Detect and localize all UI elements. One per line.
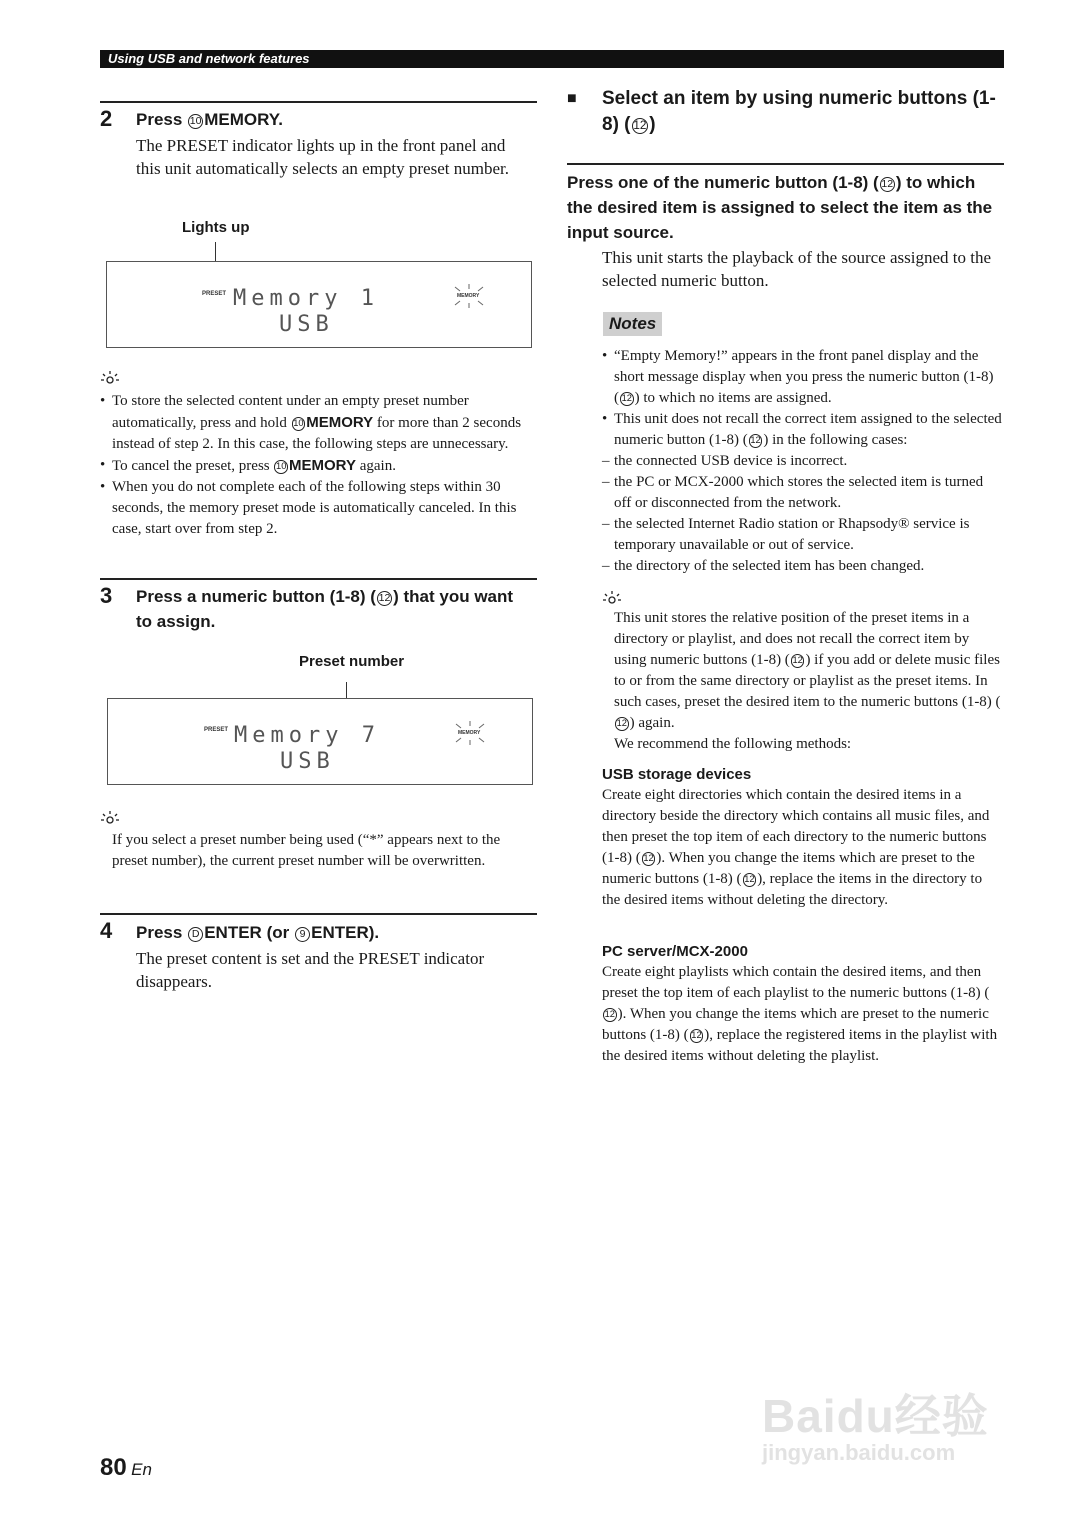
preset-indicator: PRESET <box>204 727 229 733</box>
section-header-bar <box>100 50 1004 68</box>
right-tip <box>614 608 1004 755</box>
usb-heading: USB storage devices <box>602 766 752 783</box>
step4-title: Press D ENTER (or 9 ENTER). <box>136 923 380 942</box>
watermark-logo: Baidu经验 <box>762 1390 989 1442</box>
page-footer <box>100 1454 152 1482</box>
note-case: – the selected Internet Radio station or Rhapsody® service is temporary unavailable or out of service. <box>602 514 1002 556</box>
section-heading: ■ Select an item by using numeric buttons (1-8) ( 12 ) <box>567 88 996 135</box>
step4-rule <box>100 913 537 915</box>
display-line-1: Memory 7 <box>234 723 380 748</box>
numeric-button-icon: 12 <box>880 177 895 192</box>
notes-badge: Notes <box>603 312 662 336</box>
watermark-url: jingyan.baidu.com <box>762 1440 956 1465</box>
enter-button-icon: 9 <box>295 927 310 942</box>
tip-icon <box>100 370 120 386</box>
step3-tip: If you select a preset number being used (“*” appears next to the preset number), the current preset number will be overwritten. <box>112 832 501 869</box>
section-marker: ■ <box>567 90 577 107</box>
section-header-title: Using USB and network features <box>108 51 310 66</box>
pc-body: Create eight playlists which contain the desired items, and then preset the top item of each playlist to the numeric buttons (1-8) (12 ). When you change the items which are preset to the numeric buttons (1-8) ( 12 ), replace the registered items in the playlist with the desired items without deleting the playlist. <box>602 964 998 1064</box>
memory-indicator: MEMORY <box>458 730 481 736</box>
section-rule <box>567 163 1004 165</box>
memory-indicator: MEMORY <box>457 293 480 299</box>
front-panel-display <box>107 698 533 785</box>
tip-item: • To store the selected content under an empty preset number automatically, press and hold 10 MEMORY for more than 2 seconds instead of step 2. In this case, the following steps are unnecessary. <box>100 391 537 455</box>
step3-number: 3 <box>100 583 113 608</box>
notes-list <box>602 346 1002 577</box>
preset-number-callout: Preset number <box>299 653 405 670</box>
tip-item: • To cancel the preset, press 10 MEMORY again. <box>100 455 537 477</box>
step3-rule <box>100 578 537 580</box>
tip-icon <box>100 810 120 826</box>
step4-body: The preset content is set and the PRESET indicator disappears. <box>136 949 485 991</box>
enter-button-icon: D <box>188 927 203 942</box>
step2-tips-list <box>100 391 537 540</box>
right-tip-recommend: We recommend the following methods: <box>614 736 852 752</box>
note-case: – the directory of the selected item has been changed. <box>602 556 1002 577</box>
display-line-2: USB <box>279 312 334 337</box>
memory-button-icon: 10 <box>292 417 306 431</box>
step2-number: 2 <box>100 106 113 131</box>
note-case: – the PC or MCX-2000 which stores the selected item is turned off or disconnected from the network. <box>602 472 1002 514</box>
instruction-body: This unit starts the playback of the source assigned to the selected numeric button. <box>602 248 992 290</box>
note-item: • “Empty Memory!” appears in the front panel display and the short message display when you press the numeric button (1-8) ( 12 ) to which no items are assigned. <box>602 346 1002 409</box>
numeric-button-icon: 12 <box>632 118 649 135</box>
memory-button-label: MEMORY <box>204 110 279 129</box>
memory-button-icon: 10 <box>188 114 203 129</box>
display-line-2: USB <box>280 749 335 774</box>
preset-indicator: PRESET <box>202 291 227 297</box>
right-tip-paragraph: This unit stores the relative position of the preset items in a directory or playlist, and does not recall the correct item by using numeric buttons (1-8) ( 12 ) if you add or delete music files to or from the same directory or playlist as the preset items. In such cases, preset the desired item to the numeric buttons (1-8) (12 ) again. <box>614 610 1001 731</box>
pc-heading: PC server/MCX-2000 <box>602 943 748 960</box>
lights-up-callout: Lights up <box>182 219 250 236</box>
step2-rule <box>100 101 537 103</box>
display-line-1: Memory 1 <box>233 286 379 311</box>
numeric-button-icon: 12 <box>377 591 392 606</box>
step3-title: Press a numeric button (1-8) ( 12 ) that you want to assign. <box>136 587 514 631</box>
front-panel-display <box>106 261 532 348</box>
tip-icon <box>602 590 622 606</box>
page-number: 80 <box>100 1454 127 1481</box>
note-case: – the connected USB device is incorrect. <box>602 451 1002 472</box>
page-language: En <box>131 1460 152 1479</box>
step4-number: 4 <box>100 918 113 943</box>
note-item: • This unit does not recall the correct item assigned to the selected numeric button (1-8) ( 12 ) in the following cases: <box>602 409 1002 451</box>
step2-title: Press 10 MEMORY. <box>136 110 283 129</box>
step2-body: The PRESET indicator lights up in the front panel and this unit automatically selects an empty preset number. <box>136 136 509 178</box>
tip-item: • When you do not complete each of the following steps within 30 seconds, the memory preset mode is automatically canceled. In this case, start over from step 2. <box>100 477 537 540</box>
usb-body: Create eight directories which contain the desired items in a directory beside the directory which contains all music files, and then preset the top item of each directory to the numeric buttons (1-8) ( 12 ). When you change the items which are preset to the numeric buttons (1-8) ( 12 ), replace the items in the directory to the desired items without deleting the directory. <box>602 787 990 908</box>
instruction-heading: Press one of the numeric button (1-8) ( 12 ) to which the desired item is assigned to select the item as the input source. <box>567 173 993 242</box>
memory-button-icon: 10 <box>274 460 288 474</box>
